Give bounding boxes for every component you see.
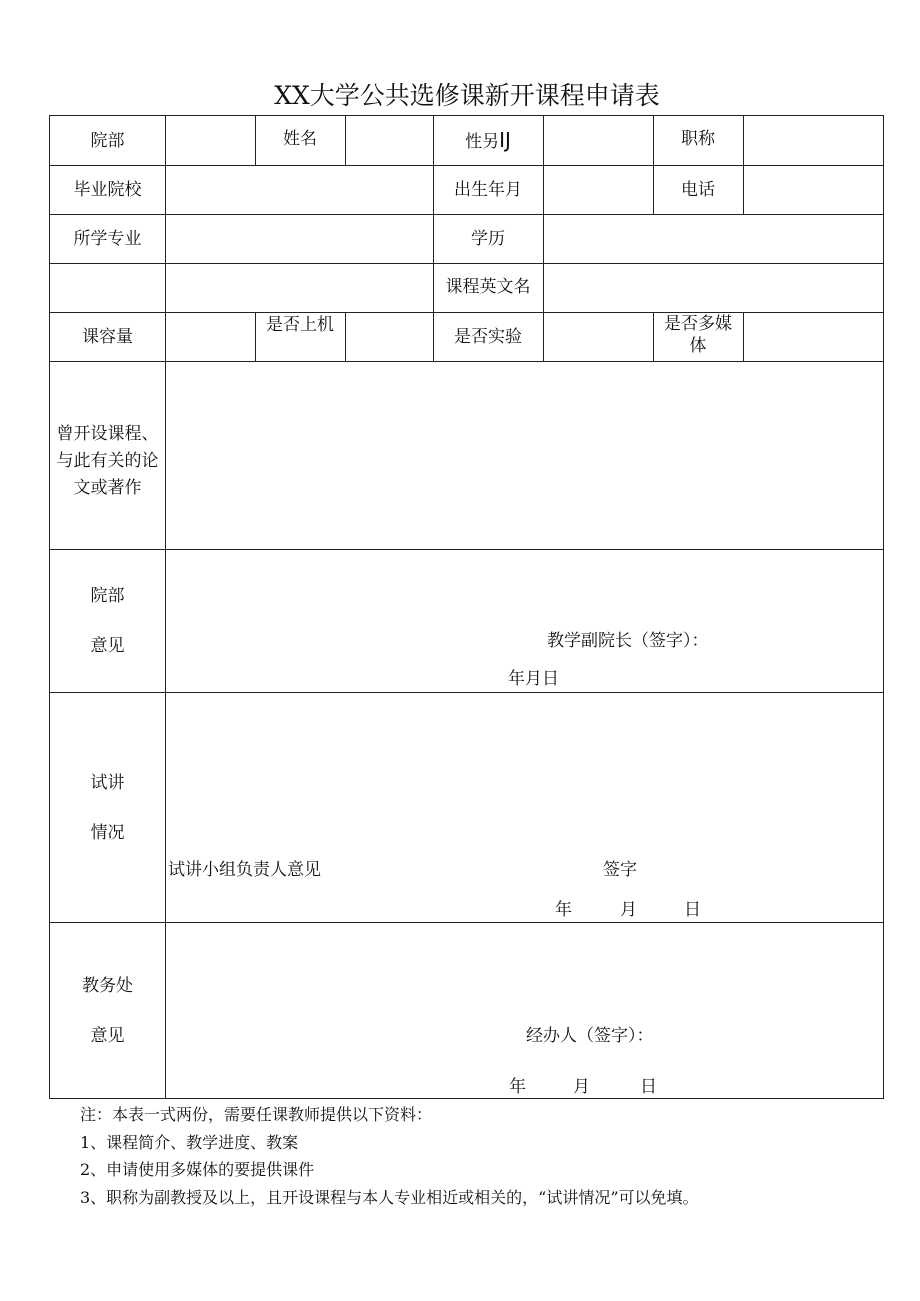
label-name: 姓名 bbox=[283, 129, 317, 149]
application-form-table bbox=[49, 115, 884, 1099]
dept-vice-dean-signature: 教学副院长（签字）： bbox=[547, 631, 709, 651]
label-experiment: 是否实验 bbox=[454, 327, 522, 347]
label-capacity: 课容量 bbox=[82, 327, 133, 347]
label-dept-opinion-2: 意见 bbox=[90, 636, 125, 656]
input-office-opinion[interactable] bbox=[166, 923, 882, 1098]
form-title: XX大学公共选修课新开课程申请表 bbox=[274, 81, 660, 110]
office-handler-signature: 经办人（签字）： bbox=[526, 1026, 654, 1046]
label-previous-courses: 曾开设课程、 与此有关的论 文或著作 bbox=[56, 424, 159, 498]
label-office-2: 意见 bbox=[90, 1026, 125, 1046]
trial-signature: 签字 bbox=[603, 860, 637, 880]
label-course-english-name: 课程英文名 bbox=[445, 277, 531, 297]
notes bbox=[80, 1101, 699, 1211]
input-computer-use[interactable] bbox=[346, 313, 432, 359]
label-trial-1: 试讲 bbox=[90, 773, 125, 793]
note-line: 2、申请使用多媒体的要提供课件 bbox=[80, 1160, 315, 1179]
input-capacity[interactable] bbox=[166, 313, 254, 359]
label-phone: 电话 bbox=[681, 180, 715, 200]
input-phone[interactable] bbox=[744, 166, 882, 212]
input-graduate-school[interactable] bbox=[166, 166, 432, 212]
label-birth-date: 出生年月 bbox=[454, 180, 522, 200]
note-line: 1、课程简介、教学进度、教案 bbox=[80, 1132, 299, 1152]
label-dept-opinion-1: 院部 bbox=[90, 586, 125, 606]
label-dept: 院部 bbox=[90, 131, 125, 151]
label-office-1: 教务处 bbox=[82, 976, 133, 996]
input-experiment[interactable] bbox=[544, 313, 652, 359]
label-major: 所学专业 bbox=[73, 229, 142, 249]
input-degree[interactable] bbox=[544, 215, 882, 261]
input-major[interactable] bbox=[166, 215, 432, 261]
input-gender[interactable] bbox=[544, 117, 652, 163]
input-course-english-name[interactable] bbox=[544, 264, 882, 310]
trial-date-month: 月 bbox=[620, 900, 637, 920]
input-multimedia[interactable] bbox=[744, 313, 882, 359]
label-computer-use: 是否上机 bbox=[266, 315, 334, 335]
office-date-day: 日 bbox=[640, 1077, 657, 1097]
input-course-name[interactable] bbox=[166, 264, 432, 310]
input-previous-courses[interactable] bbox=[166, 362, 882, 548]
input-dept[interactable] bbox=[166, 117, 254, 163]
note-line: 注：本表一式两份，需要任课教师提供以下资料： bbox=[80, 1105, 433, 1124]
trial-leader-opinion: 试讲小组负责人意见 bbox=[168, 860, 321, 880]
dept-opinion-date: 年月日 bbox=[508, 669, 559, 689]
label-gender: 性另IJ bbox=[465, 128, 511, 152]
label-multimedia: 是否多媒 体 bbox=[664, 314, 732, 356]
input-trial[interactable] bbox=[166, 693, 882, 922]
office-date-year: 年 bbox=[509, 1077, 526, 1097]
trial-date-year: 年 bbox=[555, 900, 572, 920]
label-trial-2: 情况 bbox=[90, 823, 125, 843]
input-rank[interactable] bbox=[744, 117, 882, 163]
label-rank: 职称 bbox=[681, 129, 715, 149]
label-degree: 学历 bbox=[471, 229, 505, 249]
input-name[interactable] bbox=[346, 117, 432, 163]
trial-date-day: 日 bbox=[684, 900, 701, 920]
office-date-month: 月 bbox=[573, 1077, 590, 1097]
input-birth-date[interactable] bbox=[544, 166, 652, 212]
note-line: 3、职称为副教授及以上，且开设课程与本人专业相近或相关的，“试讲情况”可以免填。 bbox=[80, 1187, 699, 1207]
label-graduate-school: 毕业院校 bbox=[73, 180, 142, 200]
